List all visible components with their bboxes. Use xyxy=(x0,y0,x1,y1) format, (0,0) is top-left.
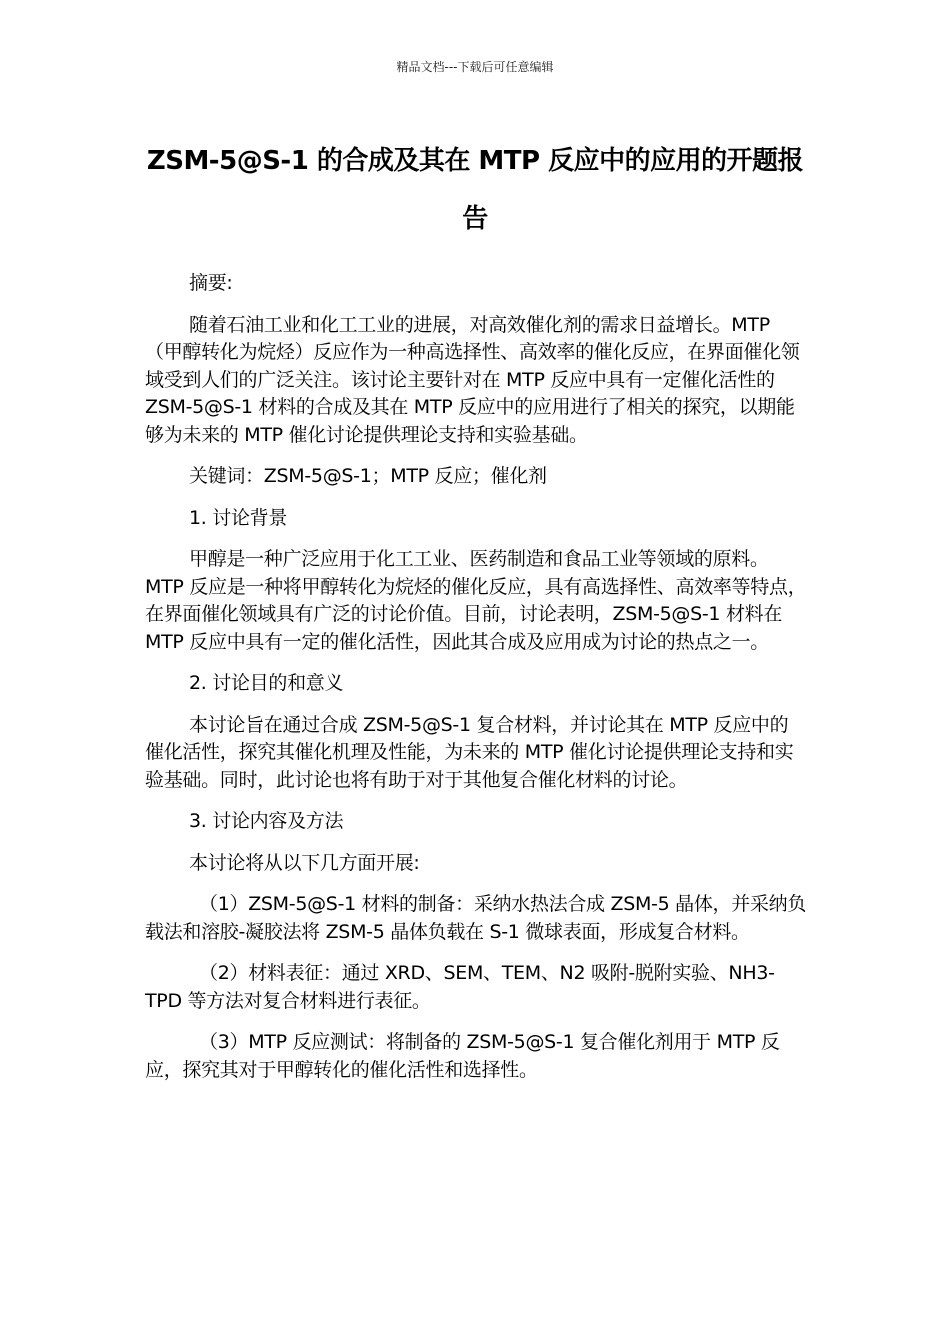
section-1-heading: 1. 讨论背景 xyxy=(189,506,288,529)
section-3-item-1: （1）ZSM-5@S-1 材料的制备：采纳水热法合成 ZSM-5 晶体，并采纳负载法和溶胶-凝胶法将 ZSM-5 晶体负载在 S-1 微球表面，形成复合材料。 xyxy=(145,893,807,943)
document-title: ZSM-5@S-1 的合成及其在 MTP 反应中的应用的开题报告 xyxy=(146,146,804,234)
section-3-heading: 3. 讨论内容及方法 xyxy=(189,810,344,832)
section-1-paragraph: 甲醇是一种广泛应用于化工工业、医药制造和食品工业等领域的原料。MTP 反应是一种将甲醇转化为烷烃的催化反应，具有高选择性、高效率等特点，在界面催化领域具有广泛的讨论价值。目前，讨论表明，ZSM-5@S-1 材料在 MTP 反应中具有一定的催化活性，因此其合成及应用成为讨论的热点之一。 xyxy=(145,548,807,653)
section-2-paragraph: 本讨论旨在通过合成 ZSM-5@S-1 复合材料，并讨论其在 MTP 反应中的催化活性，探究其催化机理及性能，为未来的 MTP 催化讨论提供理论支持和实验基础。同时，此讨论也将有助于对于其他复合催化材料的讨论。 xyxy=(145,713,794,791)
keywords-line: 关键词：ZSM-5@S-1；MTP 反应；催化剂 xyxy=(189,465,547,487)
abstract-paragraph: 随着石油工业和化工工业的进展，对高效催化剂的需求日益增长。MTP（甲醇转化为烷烃）反应作为一种高选择性、高效率的催化反应，在界面催化领域受到人们的广泛关注。该讨论主要针对在 MTP 反应中具有一定催化活性的 ZSM-5@S-1 材料的合成及其在 MTP 反应中的应用进行了相关的探究，以期能够为未来的 MTP 催化讨论提供理论支持和实验基础。 xyxy=(145,313,800,446)
document-body xyxy=(145,270,807,1098)
section-2-heading: 2. 讨论目的和意义 xyxy=(189,672,344,694)
abstract-label: 摘要: xyxy=(189,272,233,294)
section-3-intro: 本讨论将从以下几方面开展: xyxy=(189,851,420,874)
header-note: 精品文档---下载后可任意编辑 xyxy=(396,60,554,74)
section-3-item-2: （2）材料表征：通过 XRD、SEM、TEM、N2 吸附-脱附实验、NH3-TPD 等方法对复合材料进行表征。 xyxy=(145,962,775,1012)
section-3-item-3: （3）MTP 反应测试：将制备的 ZSM-5@S-1 复合催化剂用于 MTP 反应，探究其对于甲醇转化的催化活性和选择性。 xyxy=(145,1031,780,1081)
